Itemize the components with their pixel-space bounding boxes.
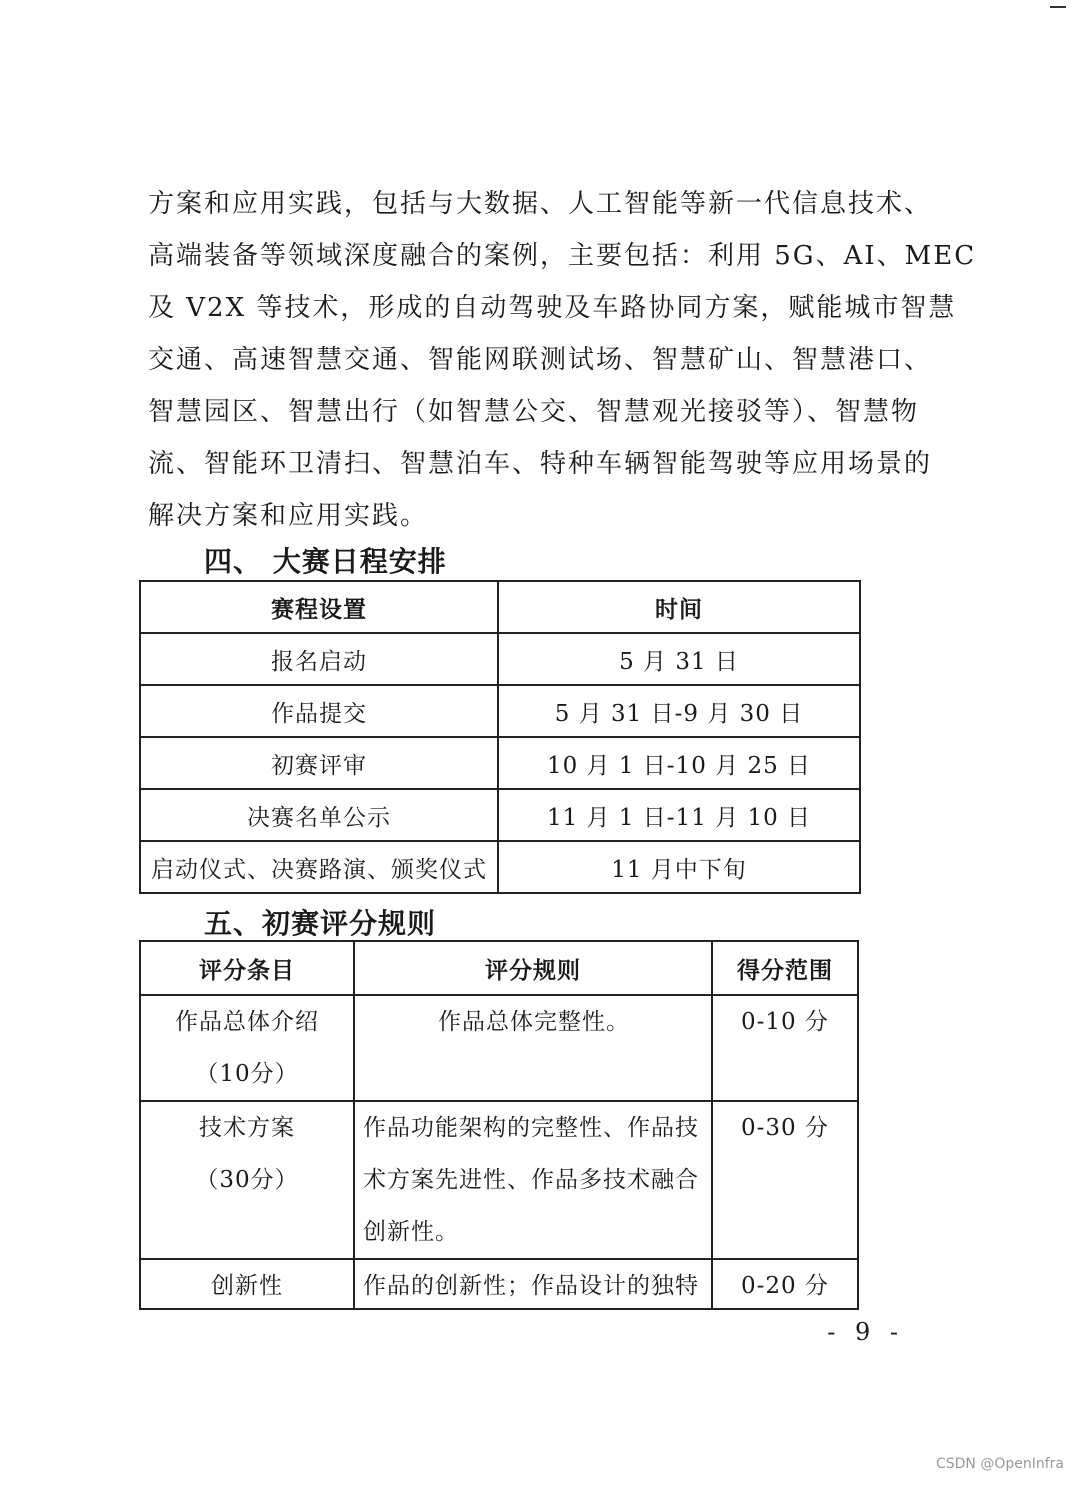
table-row	[140, 1101, 858, 1259]
item-name: 作品总体介绍	[175, 1009, 319, 1035]
stage-cell: 作品提交	[140, 685, 498, 737]
table-header-row	[140, 941, 858, 995]
rule-cell	[354, 1259, 712, 1309]
section-heading-scoring: 五、初赛评分规则	[204, 907, 437, 940]
rule-text: 作品的创新性；作品设计的独特	[363, 1273, 699, 1299]
rule-cell	[354, 995, 712, 1101]
table-row	[140, 1259, 858, 1309]
stage-cell: 初赛评审	[140, 737, 498, 789]
body-line: 交通、高速智慧交通、智能网联测试场、智慧矿山、智慧港口、	[148, 345, 933, 375]
stage-cell: 启动仪式、决赛路演、颁奖仪式	[140, 841, 498, 893]
range-cell: 0-30 分	[712, 1101, 858, 1259]
rule-text: 创新性。	[363, 1219, 459, 1245]
table-row	[140, 737, 860, 789]
body-line: 解决方案和应用实践。	[148, 501, 429, 531]
body-line: 智慧园区、智慧出行（如智慧公交、智慧观光接驳等）、智慧物	[148, 397, 920, 427]
table-header-cell: 赛程设置	[140, 581, 498, 633]
schedule-table	[139, 580, 861, 894]
table-row	[140, 841, 860, 893]
body-line: 方案和应用实践，包括与大数据、人工智能等新一代信息技术、	[148, 189, 933, 219]
item-points: （30分）	[195, 1167, 299, 1193]
item-name: 创新性	[211, 1273, 283, 1299]
table-header-row	[140, 581, 860, 633]
table-row	[140, 995, 858, 1101]
date-cell: 11 月中下旬	[498, 841, 860, 893]
table-header-cell: 得分范围	[712, 941, 858, 995]
rule-cell	[354, 1101, 712, 1259]
table-row	[140, 633, 860, 685]
date-cell: 11 月 1 日-11 月 10 日	[498, 789, 860, 841]
item-cell	[140, 995, 354, 1101]
table-header-cell: 时间	[498, 581, 860, 633]
range-cell	[712, 1259, 858, 1309]
watermark: CSDN @OpenInfra	[935, 1456, 1064, 1472]
rule-text: 作品功能架构的完整性、作品技	[363, 1115, 699, 1141]
body-line: 及 V2X 等技术，形成的自动驾驶及车路协同方案，赋能城市智慧	[148, 293, 957, 323]
stage-cell: 报名启动	[140, 633, 498, 685]
table-header-cell: 评分规则	[354, 941, 712, 995]
section-heading-schedule: 四、 大赛日程安排	[204, 545, 447, 578]
item-points: （10分）	[195, 1061, 299, 1087]
rule-text: 作品总体完整性。	[438, 1009, 630, 1035]
table-header-cell: 评分条目	[140, 941, 354, 995]
item-cell	[140, 1101, 354, 1259]
rule-text: 术方案先进性、作品多技术融合	[363, 1167, 699, 1193]
corner-mark	[1050, 6, 1066, 8]
scoring-table	[139, 940, 859, 1310]
range-text: 0-20 分	[741, 1273, 829, 1299]
body-paragraph	[148, 178, 977, 542]
item-cell	[140, 1259, 354, 1309]
item-name: 技术方案	[199, 1115, 295, 1141]
table-row	[140, 789, 860, 841]
stage-cell: 决赛名单公示	[140, 789, 498, 841]
table-row	[140, 685, 860, 737]
range-cell: 0-10 分	[712, 995, 858, 1101]
date-cell: 5 月 31 日	[498, 633, 860, 685]
date-cell: 10 月 1 日-10 月 25 日	[498, 737, 860, 789]
body-line: 流、智能环卫清扫、智慧泊车、特种车辆智能驾驶等应用场景的	[148, 449, 933, 479]
page-number: - 9 -	[827, 1318, 904, 1346]
body-line: 高端装备等领域深度融合的案例，主要包括：利用 5G、AI、MEC	[148, 241, 977, 271]
date-cell: 5 月 31 日-9 月 30 日	[498, 685, 860, 737]
